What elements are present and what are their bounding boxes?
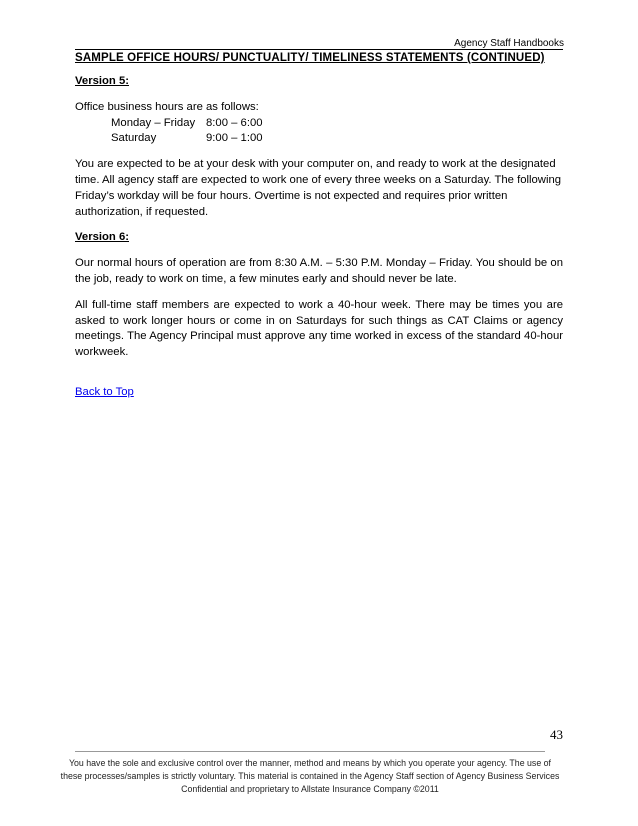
spacer (75, 371, 563, 385)
hours-day: Saturday (111, 132, 157, 145)
document-body (75, 74, 563, 401)
version-5-paragraph: You are expected to be at your desk with your computer on, and ready to work at the designated time. All agency staff are expected to work one of every three weeks on a Saturday. The following Friday’s workday will be four hours. Overtime is not expected and requires prior written authorization, if requested. (75, 158, 562, 218)
version-6-heading: Version 6: (75, 231, 129, 244)
hours-row (111, 131, 263, 147)
version-6-paragraph-2: All full-time staff members are expected to work a 40-hour week. There may be times you are asked to work longer hours or come in on Saturdays for such things as CAT Claims or agency meetings. The Agency Principal must approve any time worked in excess of the standard 40-hour workweek. (75, 298, 563, 359)
version-5-heading: Version 5: (75, 75, 129, 87)
office-hours-table (111, 116, 263, 148)
footer-disclaimer: You have the sole and exclusive control over the manner, method and means by which you operate your agency. The use of these processes/samples is strictly voluntary. This material is contained in the Agency Staff section of Agency Business Services Confidential and proprietary to Allstate Insurance Company ©2011 (60, 758, 560, 794)
footer-divider (75, 751, 545, 752)
section-title: SAMPLE OFFICE HOURS/ PUNCTUALITY/ TIMELINESS STATEMENTS (CONTINUED) (75, 49, 563, 65)
hours-row (111, 116, 263, 132)
hours-time: 8:00 – 6:00 (206, 116, 263, 129)
running-header: Agency Staff Handbooks (454, 38, 564, 49)
page-number: 43 (550, 727, 563, 742)
hours-day: Monday – Friday (111, 116, 196, 129)
version-6-paragraph-1: Our normal hours of operation are from 8:30 A.M. – 5:30 P.M. Monday – Friday. You should be on the job, ready to work on time, a few minutes early and should never be late. (75, 257, 563, 285)
hours-time: 9:00 – 1:00 (206, 132, 263, 145)
hours-intro: Office business hours are as follows: (75, 100, 259, 113)
back-to-top-link[interactable]: Back to Top (75, 385, 134, 398)
